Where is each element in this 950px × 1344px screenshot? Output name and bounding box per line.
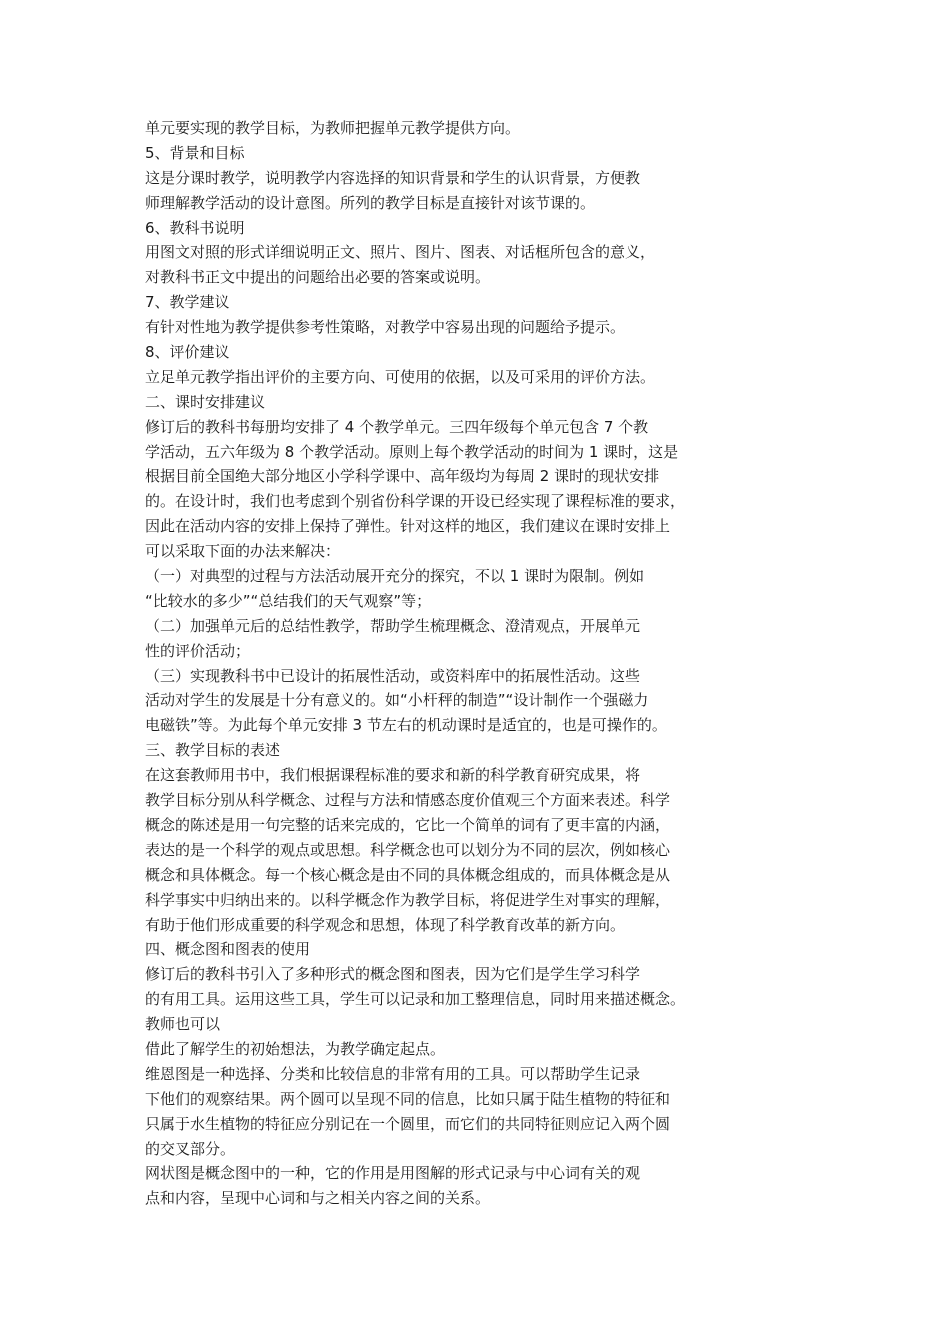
text-line: 这是分课时教学，说明教学内容选择的知识背景和学生的认识背景，方便教 (145, 168, 641, 187)
text-line: 修订后的教科书引入了多种形式的概念图和图表，因为它们是学生学习科学 (145, 965, 641, 984)
text-line: 只属于水生植物的特征应分别记在一个圆里，而它们的共同特征则应记入两个圆 (145, 1114, 671, 1133)
text-line: 修订后的教科书每册均安排了 4 个教学单元。三四年级每个单元包含 7 个教 (145, 417, 649, 436)
text-line: 的有用工具。运用这些工具，学生可以记录和加工整理信息，同时用来描述概念。 (145, 990, 686, 1009)
text-line: 师理解教学活动的设计意图。所列的教学目标是直接针对该节课的。 (145, 193, 596, 212)
text-line: （二）加强单元后的总结性教学，帮助学生梳理概念、澄清观点，开展单元 (145, 616, 641, 635)
text-line: 在这套教师用书中，我们根据课程标准的要求和新的科学教育研究成果，将 (145, 766, 641, 785)
document-page (145, 116, 765, 1211)
text-line: 维恩图是一种选择、分类和比较信息的非常有用的工具。可以帮助学生记录 (145, 1064, 641, 1083)
text-line: 科学事实中归纳出来的。以科学概念作为教学目标，将促进学生对事实的理解， (145, 890, 671, 909)
text-line: 网状图是概念图中的一种，它的作用是用图解的形式记录与中心词有关的观 (145, 1164, 641, 1183)
text-line: 立足单元教学指出评价的主要方向、可使用的依据，以及可采用的评价方法。 (145, 367, 656, 386)
text-line: 的。在设计时，我们也考虑到个别省份科学课的开设已经实现了课程标准的要求， (145, 492, 686, 511)
text-line: 有针对性地为教学提供参考性策略，对教学中容易出现的问题给予提示。 (145, 318, 626, 337)
text-line: 点和内容，呈现中心词和与之相关内容之间的关系。 (145, 1189, 491, 1208)
text-line: 单元要实现的教学目标，为教师把握单元教学提供方向。 (145, 119, 521, 137)
text-line: 可以采取下面的办法来解决： (145, 542, 341, 561)
text-line: 概念的陈述是用一句完整的话来完成的，它比一个简单的词有了更丰富的内涵， (145, 815, 671, 834)
text-line: 7、教学建议 (145, 293, 230, 312)
text-line: 教学目标分别从科学概念、过程与方法和情感态度价值观三个方面来表述。科学 (145, 791, 671, 810)
text-line: 下他们的观察结果。两个圆可以呈现不同的信息，比如只属于陆生植物的特征和 (145, 1089, 671, 1108)
text-line: 因此在活动内容的安排上保持了弹性。针对这样的地区，我们建议在课时安排上 (145, 517, 671, 536)
text-line: 概念和具体概念。每一个核心概念是由不同的具体概念组成的，而具体概念是从 (145, 865, 671, 884)
text-line: 电磁铁”等。为此每个单元安排 3 节左右的机动课时是适宜的，也是可操作的。 (145, 716, 667, 735)
text-line: 学活动，五六年级为 8 个教学活动。原则上每个教学活动的时间为 1 课时，这是 (145, 442, 679, 461)
text-line: 6、教科书说明 (145, 218, 245, 237)
text-line: 8、评价建议 (145, 343, 230, 362)
text-line: 借此了解学生的初始想法，为教学确定起点。 (145, 1039, 446, 1058)
text-line: 5、背景和目标 (145, 143, 245, 162)
text-line: 活动对学生的发展是十分有意义的。如“小杆秤的制造”“设计制作一个强磁力 (145, 691, 649, 710)
text-line: 用图文对照的形式详细说明正文、照片、图片、图表、对话框所包含的意义， (145, 243, 656, 262)
text-line: （一）对典型的过程与方法活动展开充分的探究，不以 1 课时为限制。例如 (145, 567, 645, 586)
text-line: 有助于他们形成重要的科学观念和思想，体现了科学教育改革的新方向。 (145, 915, 626, 934)
text-line: 教师也可以 (145, 1015, 221, 1034)
text-line: 对教科书正文中提出的问题给出必要的答案或说明。 (145, 268, 491, 287)
text-line: 根据目前全国绝大部分地区小学科学课中、高年级均为每周 2 课时的现状安排 (145, 467, 660, 486)
text-line: （三）实现教科书中已设计的拓展性活动，或资料库中的拓展性活动。这些 (145, 666, 641, 685)
text-line: 的交叉部分。 (145, 1139, 236, 1158)
text-line: “比较水的多少”“总结我们的天气观察”等； (145, 591, 432, 610)
text-line: 二、课时安排建议 (145, 392, 266, 411)
text-line: 表达的是一个科学的观点或思想。科学概念也可以划分为不同的层次，例如核心 (145, 840, 671, 859)
text-line: 四、概念图和图表的使用 (145, 940, 311, 959)
text-line: 性的评价活动； (145, 641, 251, 660)
text-line: 三、教学目标的表述 (145, 741, 281, 760)
